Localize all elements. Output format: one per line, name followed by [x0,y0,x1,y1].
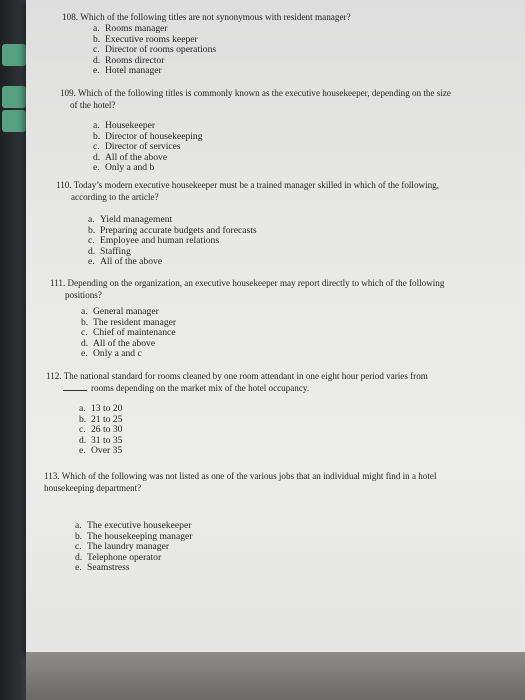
option-d[interactable]: d. 31 to 35 [79,434,123,446]
option-c[interactable]: c. Director of services [93,141,181,153]
answer-options [79,404,122,457]
answer-blank[interactable] [63,390,87,391]
option-c[interactable]: c. Director of rooms operations [93,44,217,56]
question-number: 111. [50,278,66,288]
worksheet-page [26,0,525,656]
question-stem [62,11,351,23]
option-a[interactable]: a. 13 to 20 [79,403,123,414]
option-a[interactable]: a. Housekeeper [93,120,156,131]
desk-surface [26,652,525,700]
option-e[interactable]: e. Seamstress [75,562,130,574]
answer-options [88,215,257,268]
option-d[interactable]: d. Rooms director [93,54,165,66]
answer-options [81,307,176,360]
question-stem [46,370,428,394]
question-text-cont: housekeeping department? [44,483,142,493]
option-b[interactable]: b. Director of housekeeping [93,130,203,142]
question-text: Depending on the organization, an executive housekeeper may report directly to which of the following [67,278,445,288]
question-stem [44,470,437,494]
option-d[interactable]: d. Staffing [88,245,131,257]
question-number: 108. [62,12,79,22]
option-c[interactable]: c. 26 to 30 [79,424,123,436]
question-text: Which of the following titles is commonly known as the executive housekeeper, depending on the size [78,88,451,98]
option-c[interactable]: c. Employee and human relations [88,235,220,247]
option-e[interactable]: e. Over 35 [79,445,123,457]
answer-options [93,24,216,77]
question-number: 112. [46,371,62,381]
question-number: 113. [44,471,60,481]
answer-options [93,121,203,174]
question-text: Which of the following titles are not synonymous with resident manager? [80,12,351,22]
question-stem [50,277,444,301]
option-e[interactable]: e. Only a and c [81,348,142,360]
green-tab [2,44,26,66]
answer-options [75,521,193,574]
question-stem [56,179,439,203]
option-a[interactable]: a. Yield management [88,214,173,225]
option-e[interactable]: e. Only a and b [93,162,155,174]
option-b[interactable]: b. The resident manager [81,316,177,328]
question-number: 110. [56,180,72,190]
question-text-cont: of the hotel? [70,100,116,110]
option-d[interactable]: d. All of the above [81,337,156,349]
option-a[interactable]: a. General manager [81,306,159,317]
option-d[interactable]: d. All of the above [93,151,168,163]
option-b[interactable]: b. Executive rooms keeper [93,33,198,45]
option-a[interactable]: a. Rooms manager [93,23,168,34]
option-a[interactable]: a. The executive housekeeper [75,520,192,531]
option-c[interactable]: c. The laundry manager [75,541,170,553]
option-b[interactable]: b. The housekeeping manager [75,530,193,542]
question-text-cont: according to the article? [71,192,159,202]
option-b[interactable]: b. Preparing accurate budgets and forecasts [88,224,257,236]
option-e[interactable]: e. Hotel manager [93,65,162,77]
question-text: The national standard for rooms cleaned by one room attendant in one eight hour period varies from [63,371,428,381]
question-text: Today’s modern executive housekeeper must be a trained manager skilled in which of the following, [73,180,439,190]
option-c[interactable]: c. Chief of maintenance [81,327,176,339]
question-text: Which of the following was not listed as one of the various jobs that an individual might find in a hotel [61,471,437,481]
green-tab [2,110,26,132]
question-text-cont: positions? [65,290,102,300]
green-tab [2,86,26,108]
option-e[interactable]: e. All of the above [88,256,163,268]
question-stem [60,87,451,111]
question-text-cont: rooms depending on the market mix of the hotel occupancy. [91,383,310,393]
option-b[interactable]: b. 21 to 25 [79,413,123,425]
question-number: 109. [60,88,76,98]
option-d[interactable]: d. Telephone operator [75,551,162,563]
